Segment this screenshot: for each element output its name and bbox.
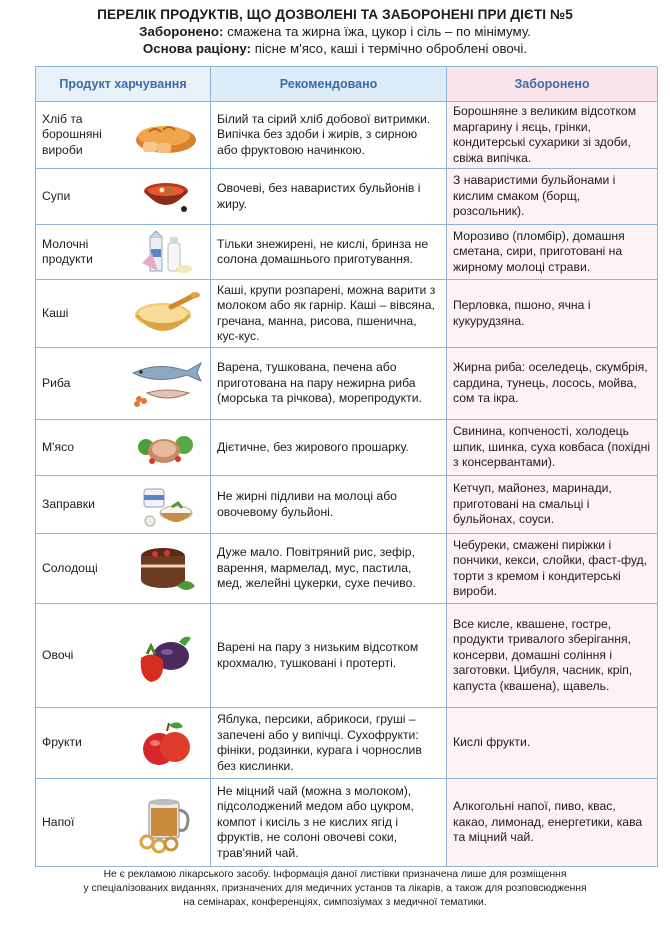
header-recommended: Рекомендовано bbox=[211, 67, 447, 102]
recommended-cell: Дієтичне, без жирового прошарку. bbox=[211, 420, 447, 476]
product-name: М'ясо bbox=[42, 439, 75, 454]
forbidden-cell: Жирна риба: оселедець, скумбрія, сардина, тунець, лосось, мойва, сом та ікра. bbox=[447, 348, 658, 420]
table-row bbox=[36, 348, 658, 420]
forbidden-cell: Чебуреки, смажені пиріжки і пончики, кекси, слойки, фаст-фуд, торти з кремом і кондитерські вироби. bbox=[447, 534, 658, 604]
recommended-cell: Не міцний чай (можна з молоком), підсолоджений медом або цукром, компот і кисіль з не кислих ягід і фруктів, не солоні овочеві соки, трав'яний чай. bbox=[211, 779, 447, 867]
table-row bbox=[36, 102, 658, 169]
recommended-cell: Каші, крупи розпарені, можна варити з молоком або як гарнір. Каші – вівсяна, гречана, манна, рисова, пшенична, кус-кус. bbox=[211, 280, 447, 348]
vegetables-icon bbox=[126, 629, 206, 683]
product-name: Фрукти bbox=[42, 735, 82, 750]
recommended-cell: Варені на пару з низьким відсотком крохмалю, тушковані і протерті. bbox=[211, 604, 447, 708]
disclaimer-line: Не є рекламою лікарського засобу. Інформація даної листівки призначена лише для розміщення bbox=[103, 869, 567, 880]
recommended-cell: Овочеві, без наваристих бульйонів і жиру. bbox=[211, 169, 447, 225]
table-row bbox=[36, 476, 658, 534]
forbidden-summary bbox=[0, 23, 670, 40]
porridge-icon bbox=[126, 287, 206, 341]
diet-table bbox=[35, 66, 658, 867]
bread-icon bbox=[126, 108, 206, 162]
page-title: ПЕРЕЛІК ПРОДУКТІВ, ЩО ДОЗВОЛЕНІ ТА ЗАБОРОНЕНІ ПРИ ДІЄТІ №5 bbox=[97, 7, 573, 22]
table-header-row bbox=[36, 67, 658, 102]
header-product: Продукт харчування bbox=[36, 67, 211, 102]
forbidden-cell: Кислі фрукти. bbox=[447, 708, 658, 779]
product-name: Овочі bbox=[42, 647, 74, 662]
recommended-cell: Дуже мало. Повітряний рис, зефір, варення, мармелад, мус, пастила, мед, желейні цукерки, сухе печиво. bbox=[211, 534, 447, 604]
disclaimer-line: на семінарах, конференціях, симпозіумах з медичної тематики. bbox=[183, 897, 487, 908]
diet-basis-label: Основа раціону: bbox=[142, 41, 252, 56]
dairy-icon bbox=[126, 225, 206, 279]
meat-icon bbox=[126, 421, 206, 475]
table-row bbox=[36, 225, 658, 280]
table-row bbox=[36, 420, 658, 476]
product-name: Супи bbox=[42, 188, 71, 203]
product-name: Каші bbox=[42, 305, 69, 320]
recommended-cell: Яблука, персики, абрикоси, груші – запечені або у випічці. Сухофрукти: фініки, родзинки, курага і чорнослив без кислинки. bbox=[211, 708, 447, 779]
forbidden-cell: З наваристими бульйонами і кислим смаком (борщ, розсольник). bbox=[447, 169, 658, 225]
table-row bbox=[36, 779, 658, 867]
product-name: Риба bbox=[42, 375, 71, 390]
sauce-icon bbox=[126, 478, 206, 532]
product-name: Солодощі bbox=[42, 560, 98, 575]
fish-icon bbox=[126, 357, 206, 411]
diet-basis-text: пісне м'ясо, каші і термічно оброблені овочі. bbox=[251, 41, 528, 56]
product-name: Заправки bbox=[42, 496, 95, 511]
table-row bbox=[36, 280, 658, 348]
header-forbidden: Заборонено bbox=[447, 67, 658, 102]
soup-icon bbox=[126, 170, 206, 224]
diet-basis-summary bbox=[0, 40, 670, 57]
recommended-cell: Білий та сірий хліб добової витримки. Випічка без здоби і жирів, з сирною або фруктовою начинкою. bbox=[211, 102, 447, 169]
table-row bbox=[36, 169, 658, 225]
forbidden-cell: Алкогольні напої, пиво, квас, какао, лимонад, енергетики, кава та міцний чай. bbox=[447, 779, 658, 867]
table-row bbox=[36, 534, 658, 604]
disclaimer-footer bbox=[0, 868, 670, 910]
forbidden-cell: Перловка, пшоно, ячна і кукурудзяна. bbox=[447, 280, 658, 348]
product-name: Хліб та борошняні вироби bbox=[42, 111, 102, 157]
forbidden-cell: Свинина, копченості, холодець шпик, шинка, суха ковбаса (похідні з консервантами). bbox=[447, 420, 658, 476]
recommended-cell: Варена, тушкована, печена або приготована на пару нежирна риба (морська та річкова), морепродукти. bbox=[211, 348, 447, 420]
forbidden-summary-label: Заборонено: bbox=[139, 24, 224, 39]
disclaimer-line: у спеціалізованих виданнях, призначених для медичних установ та лікарів, а також для розповсюдження bbox=[83, 883, 587, 894]
page-header bbox=[0, 0, 670, 57]
forbidden-cell: Все кисле, квашене, гостре, продукти тривалого зберігання, консерви, домашні соління і заготовки. Цибуля, часник, кріп, капуста (квашена), щавель. bbox=[447, 604, 658, 708]
forbidden-cell: Борошняне з великим відсотком маргарину і яєць, грінки, кондитерські сухарики зі здоби, свіжа випічка. bbox=[447, 102, 658, 169]
product-name: Молочні продукти bbox=[42, 236, 93, 266]
table-row bbox=[36, 708, 658, 779]
recommended-cell: Тільки знежирені, не кислі, бринза не солона домашнього приготування. bbox=[211, 225, 447, 280]
product-name: Напої bbox=[42, 814, 75, 829]
apple-icon bbox=[126, 716, 206, 770]
forbidden-cell: Морозиво (пломбір), домашня сметана, сири, приготовані на жирному молоці страви. bbox=[447, 225, 658, 280]
forbidden-summary-text: смажена та жирна їжа, цукор і сіль – по мінімуму. bbox=[223, 24, 531, 39]
cake-icon bbox=[126, 542, 206, 596]
table-row bbox=[36, 604, 658, 708]
recommended-cell: Не жирні підливи на молоці або овочевому бульйоні. bbox=[211, 476, 447, 534]
forbidden-cell: Кетчуп, майонез, маринади, приготовані на смальці і бульйонах, соуси. bbox=[447, 476, 658, 534]
tea-icon bbox=[126, 796, 206, 850]
